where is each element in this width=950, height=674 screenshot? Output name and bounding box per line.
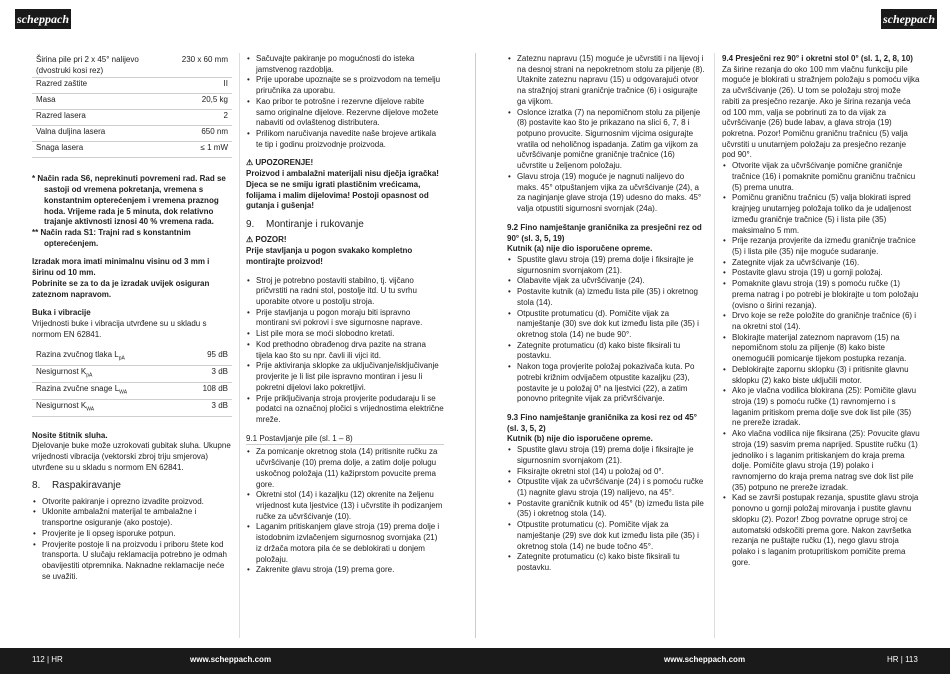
section-heading-8: 8. Raspakiravanje [32,480,121,492]
column-1 [32,54,232,583]
table-row [32,78,232,94]
column-4 [722,54,920,569]
sound-value: 108 dB [182,382,232,399]
subsection-9-2: 9.2 Fino namještanje graničnika za presječni rez od 90° (sl. 3, 5, 19) [507,222,702,243]
list-item: • Laganim pritiskanjem glave stroja (19) prema dolje i istodobnim izvlačenjem sigurnosnog svornjaka (21) iz držača motora pila će se deblokirati u donjem položaju. [246,522,444,565]
list-item: • Sačuvajte pakiranje po mogućnosti do isteka jamstvenog razdoblja. [246,54,444,75]
list-item: • Okretni stol (14) i kazaljku (12) okrenite na željenu vrijednost kuta ljestvice (13) i učvrstite ih podizanjem ručke za učvršćivanje (10). [246,490,444,522]
list-item: • Pomaknite glavu stroja (19) s pomoću ručke (1) prema natrag i po potrebi je blokirajte u tom položaju (ovisno o širini rezanja). [722,279,920,311]
list-item: • Glavu stroja (19) moguće je nagnuti nalijevo do maks. 45° otpuštanjem vijka za učvršćivanje (24), a za naginjanje glave stroja (19) udesno do maks. 45° valja otpustiti sigurnosni svornjak (24a). [507,172,705,215]
list-item: • Prije rezanja provjerite da između graničnje tračnice (5) i lista pile (35) nije moguće sudaranje. [722,236,920,257]
website-link-left[interactable]: www.scheppach.com [190,655,272,664]
table-row [32,349,232,366]
brand-logo-right: scheppach [881,9,937,29]
unpacking-list [32,497,232,583]
assembly-list [246,276,444,426]
workpiece-note: Izradak mora imati minimalnu visinu od 3 mm i širinu od 10 mm. [32,257,210,278]
noise-text: Vrijednosti buke i vibracija utvrđene su u skladu s normom EN 62841. [32,319,207,339]
subsection-9-2-note: Kutnik (a) nije dio isporučene opreme. [507,244,653,254]
spec-label: Snaga lasera [32,142,150,158]
list-item: • Zateznu napravu (15) moguće je učvrstiti i na lijevoj i na desnoj strani na nepokretnom stolu za piljenje (8). Utaknite zateznu napravu (15) u odgovarajući otvor na stražnjoj strani graničnje tračnice (6) i osigurajte ga vijkom. [507,54,705,108]
spec-label: Razred lasera [32,110,150,126]
spec-label: Valna duljina lasera [32,126,150,142]
list-item: • Prilikom naručivanja navedite naše brojeve artikala te tip i godinu proizvodnje proizvoda. [246,129,444,150]
footnote-s1: ** Način rada S1: Trajni rad s konstantnim opterećenjem. [32,228,191,248]
spec-value: 650 nm [150,126,232,142]
list-item: • Zategnite protumaticu (d) kako biste fiksirali tu postavku. [507,341,705,362]
list-item: • Otvorite vijak za učvršćivanje pomične graničnje tračnice (16) i pomaknite pomičnu graničnu tračnicu (5) prema unutra. [722,161,920,193]
table-row [32,126,232,142]
list-item: • Postavite glavu stroja (19) u gornji položaj. [722,268,920,279]
list-item: • Ako je vlačna vodilica blokirana (25): Pomičite glavu stroja (19) s pomoću ručke (1) ravnomjerno i s laganim pritiskom prema dolje sve dok list pile (35) ne prereže izradak. [722,386,920,429]
list-item: • Fiksirajte okretni stol (14) u položaj od 0°. [507,467,705,478]
ear-protection-heading: Nosite štitnik sluha. [32,430,108,440]
crosscut-list [722,161,920,568]
spec-table [32,54,232,158]
spec-value: 2 [150,110,232,126]
list-item: • List pile mora se moći slobodno kretati. [246,329,444,340]
setup-list [246,447,444,576]
list-item: • Kad se završi postupak rezanja, spustite glavu stroja ponovno u gornji položaj mirovanja i pustite glavnu sklopku (2). Pozor! Zbog povratne opruge stroj ce automatski odskočiti prema gore. Nakon završetka rezanja ne puštajte ručku (1), nego glavu stroja polako i s laganim protupritiskom pomičite prema gore. [722,493,920,568]
list-item: • Zakrenite glavu stroja (19) prema gore. [246,565,444,576]
caution-text: Prije stavljanja u pogon svakako kompletno montirajte proizvod! [246,246,413,266]
table-row [32,142,232,158]
column-divider [239,53,240,638]
sound-table [32,349,232,417]
subsection-9-3-note: Kutnik (b) nije dio isporučene opreme. [507,434,653,444]
subsection-9-4-intro: Za širine rezanja do oko 100 mm vlačnu funkciju pile moguće je blokirati u stražnjem položaju s pomoću vijka za učvršćivanje (26). U tom se položaju stroj može rabiti za presječno rezanje. Ako je širina rezanja veća od 100 mm, valja se pobrinuti za to da vijak za učvršćivanje (26) bude labav, a glava stroja (19) pokretna. Pozor! Pomičnu graničnu tračnicu (5) valja učvrstiti u unutarnjem položaju za presječno rezanje pod 90°. [722,64,920,160]
list-item: • Ako vlačna vodilica nije fiksirana (25): Povucite glavu stroja (19) sasvim prema naprijed. Spustite ručku (1) jednoliko i s laganim pritiskanjem do kraja prema dolje. Pomičite glavu stroja (19) polako i ravnomjerno do kraja prema natrag sve dok list pile (35) potpuno ne prereže izradak. [722,429,920,493]
column-divider [714,53,715,638]
list-item: • Oslonce izratka (7) na nepomičnom stolu za piljenje (8) postavite kao što je prikazano na slici 6, 7, 8 i potpuno provucite. Sigurnosnim vijcima osigurajte vratila od neholičnog ispadanja. Zatim ga vijkom za učvršćivanje pomične graničnje tračnice (16) učvrstite u željenom položaju. [507,108,705,172]
column-2 [246,54,444,576]
list-item: • Spustite glavu stroja (19) prema dolje i fiksirajte je sigurnosnim svornjakom (21). [507,445,705,466]
list-item: • Zategnite vijak za učvršćivanje (16). [722,258,920,269]
list-item: • Otpustite vijak za učvršćivanje (24) i s pomoću ručke (1) nagnite glavu stroja (19) nalijevo, na 45°. [507,477,705,498]
table-row [32,54,232,78]
warning-text: Proizvod i ambalažni materijali nisu dječja igračka! Djeca se ne smiju igrati plastičnim vrećicama, folijama i malim dijelovima! Postoji opasnost od gutanja i gušenja! [246,169,439,211]
spec-value: ≤ 1 mW [150,142,232,158]
list-item: • Postavite kutnik (a) između lista pile (35) i okretnog stola (14). [507,287,705,308]
page-number-left: 112 | HR [32,655,63,664]
table-row [32,94,232,110]
list-item: • Otpustite protumaticu (d). Pomičite vijak za namještanje (30) sve dok kut između lista pile (35) i okretnog stola (14) ne bude 90°. [507,309,705,341]
list-item: • Stroj je potrebno postaviti stabilno, tj. vijčano pričvrstiti na radni stol, postolje itd. U tu svrhu uporabite otvore u postolju stroja. [246,276,444,308]
website-link-right[interactable]: www.scheppach.com [664,655,746,664]
brand-logo-left: scheppach [15,9,71,29]
page-number-right: HR | 113 [887,655,918,664]
adjust-45-list [507,445,705,574]
unpacking-list-cont [246,54,444,150]
table-row [32,399,232,416]
subsection-9-3: 9.3 Fino namještanje graničnika za kosi rez od 45° (sl. 3, 5, 2) [507,413,697,433]
table-row [32,110,232,126]
sound-label: Razina zvučne snage $L_{WA}$ [32,382,182,399]
table-row [32,382,232,399]
column-3 [507,54,705,574]
list-item: • Prije priključivanja stroja provjerite podudaraju li se podatci na označnoj pločici s vrijednostima električne mreže. [246,394,444,426]
caution-heading: ⚠ POZOR! [246,235,287,245]
list-item: • Kod prethodno obrađenog drva pazite na strana tijela kao što su npr. čavli ili vijci itd. [246,340,444,361]
spec-value: 20,5 kg [150,94,232,110]
page-footer [0,648,950,674]
list-item: • Provjerite postoje li na proizvodu i priboru štete kod transporta. U slučaju reklamacija potrebno je odmah obavijestiti otpremnika. Naknadne reklamacije neće se uvažiti. [32,540,232,583]
list-item: • Olabavite vijak za učvršćivanje (24). [507,276,705,287]
adjust-90-list [507,255,705,405]
section-heading-9: 9. Montiranje i rukovanje [246,219,364,231]
list-item: • Blokirajte materijal zateznom napravom (15) na nepomičnom stolu za piljenje (8) kako biste onemogućili pomicanje tijekom postupka rezanja. [722,333,920,365]
list-item: • Prije uporabe upoznajte se s proizvodom na temelju priručnika za uporabu. [246,75,444,96]
noise-heading: Buka i vibracije [32,308,91,318]
warning-heading: ⚠ UPOZORENJE! [246,158,314,168]
list-item: • Prije stavljanja u pogon moraju biti ispravno montirani svi pokrovi i sve sigurnosne naprave. [246,308,444,329]
clamp-note: Pobrinite se za to da je izradak uvijek osiguran zateznom napravom. [32,278,210,299]
footnote-s6: * Način rada S6, neprekinuti povremeni rad. Rad se sastoji od vremena pokretanja, vremena s konstantnim opterećenjem i vremena praznog hoda. Vrijeme rada je 5 minuta, dok relativno trajanje aktivnosti iznosi 40 % vremena rada. [32,174,226,227]
list-item: • Otpustite protumaticu (c). Pomičite vijak za namještanje (29) sve dok kut između lista pile (35) i okretnog stola (14) ne bude točno 45°. [507,520,705,552]
list-item: • Zategnite protumaticu (c) kako biste fiksirali tu postavku. [507,552,705,573]
spec-label: Širina pile pri 2 x 45° nalijevo (dvostruki kosi rez) [32,54,150,78]
list-item: • Nakon toga provjerite položaj pokazivača kuta. Po potrebi križnim odvijačem otpustite kazaljku (23), postavite je u položaj 0° na ljestvici (22), a zatim ponovno pritegnite vijak za pričvršćivanje. [507,362,705,405]
spec-value: II [150,78,232,94]
list-item: • Drvo koje se reže položite do graničnje tračnice (6) i na okretni stol (14). [722,311,920,332]
list-item: • Postavite graničnik kutnik od 45° (b) između lista pile (35) i okretnog stola (14). [507,499,705,520]
page-gutter [475,53,476,638]
ear-protection-text: Djelovanje buke može uzrokovati gubitak sluha. Ukupne vrijednosti vibracija (vektorski zbroj triju smjerova) utvrđene su u skladu s normom EN 62841. [32,441,231,472]
list-item: • Spustite glavu stroja (19) prema dolje i fiksirajte je sigurnosnim svornjakom (21). [507,255,705,276]
list-item: • Prije aktiviranja sklopke za uključivanje/isključivanje provjerite je li list pile ispravno montiran i jesu li pokretni dijelovi lako pokretljivi. [246,361,444,393]
list-item: • Provjerite je li opseg isporuke potpun. [32,529,232,540]
list-item: • Pomičnu graničnu tračnicu (5) valja blokirati ispred krajnjeg unutarnjeg položaja toliko da je udaljenost između graničnje tračnice (5) i lista pile (35) maksimalno 5 mm. [722,193,920,236]
sound-label: Nesigurnost $K_{WA}$ [32,399,182,416]
list-item: • Uklonite ambalažni materijal te ambalažne i transportne osiguranje (ako postoje). [32,507,232,528]
table-row [32,365,232,382]
setup-list-cont [507,54,705,215]
list-item: • Za pomicanje okretnog stola (14) pritisnite ručku za učvršćivanje (10) prema dolje, a zatim dolje polugu uskočnog položaja (11) kažiprstom povucite prema gore. [246,447,444,490]
sound-label: Razina zvučnog tlaka $L_{pA}$ [32,349,182,366]
spec-label: Razred zaštite [32,78,150,94]
spec-label: Masa [32,94,150,110]
subsection-9-4: 9.4 Presječni rez 90° i okretni stol 0° (sl. 1, 2, 8, 10) [722,54,913,63]
list-item: • Deblokirajte zapornu sklopku (3) i pritisnite glavnu sklopku (2) kako biste uključili motor. [722,365,920,386]
sound-value: 95 dB [182,349,232,366]
sound-label: Nesigurnost $K_{pA}$ [32,365,182,382]
subsection-9-1: 9.1 Postavljanje pile (sl. 1 – 8) [246,434,444,446]
list-item: • Otvorite pakiranje i oprezno izvadite proizvod. [32,497,232,508]
list-item: • Kao pribor te potrošne i rezervne dijelove rabite samo originalne dijelove. Rezervne dijelove možete nabaviti od ovlaštenog distributera. [246,97,444,129]
sound-value: 3 dB [182,399,232,416]
sound-value: 3 dB [182,365,232,382]
spec-value: 230 x 60 mm [150,54,232,78]
